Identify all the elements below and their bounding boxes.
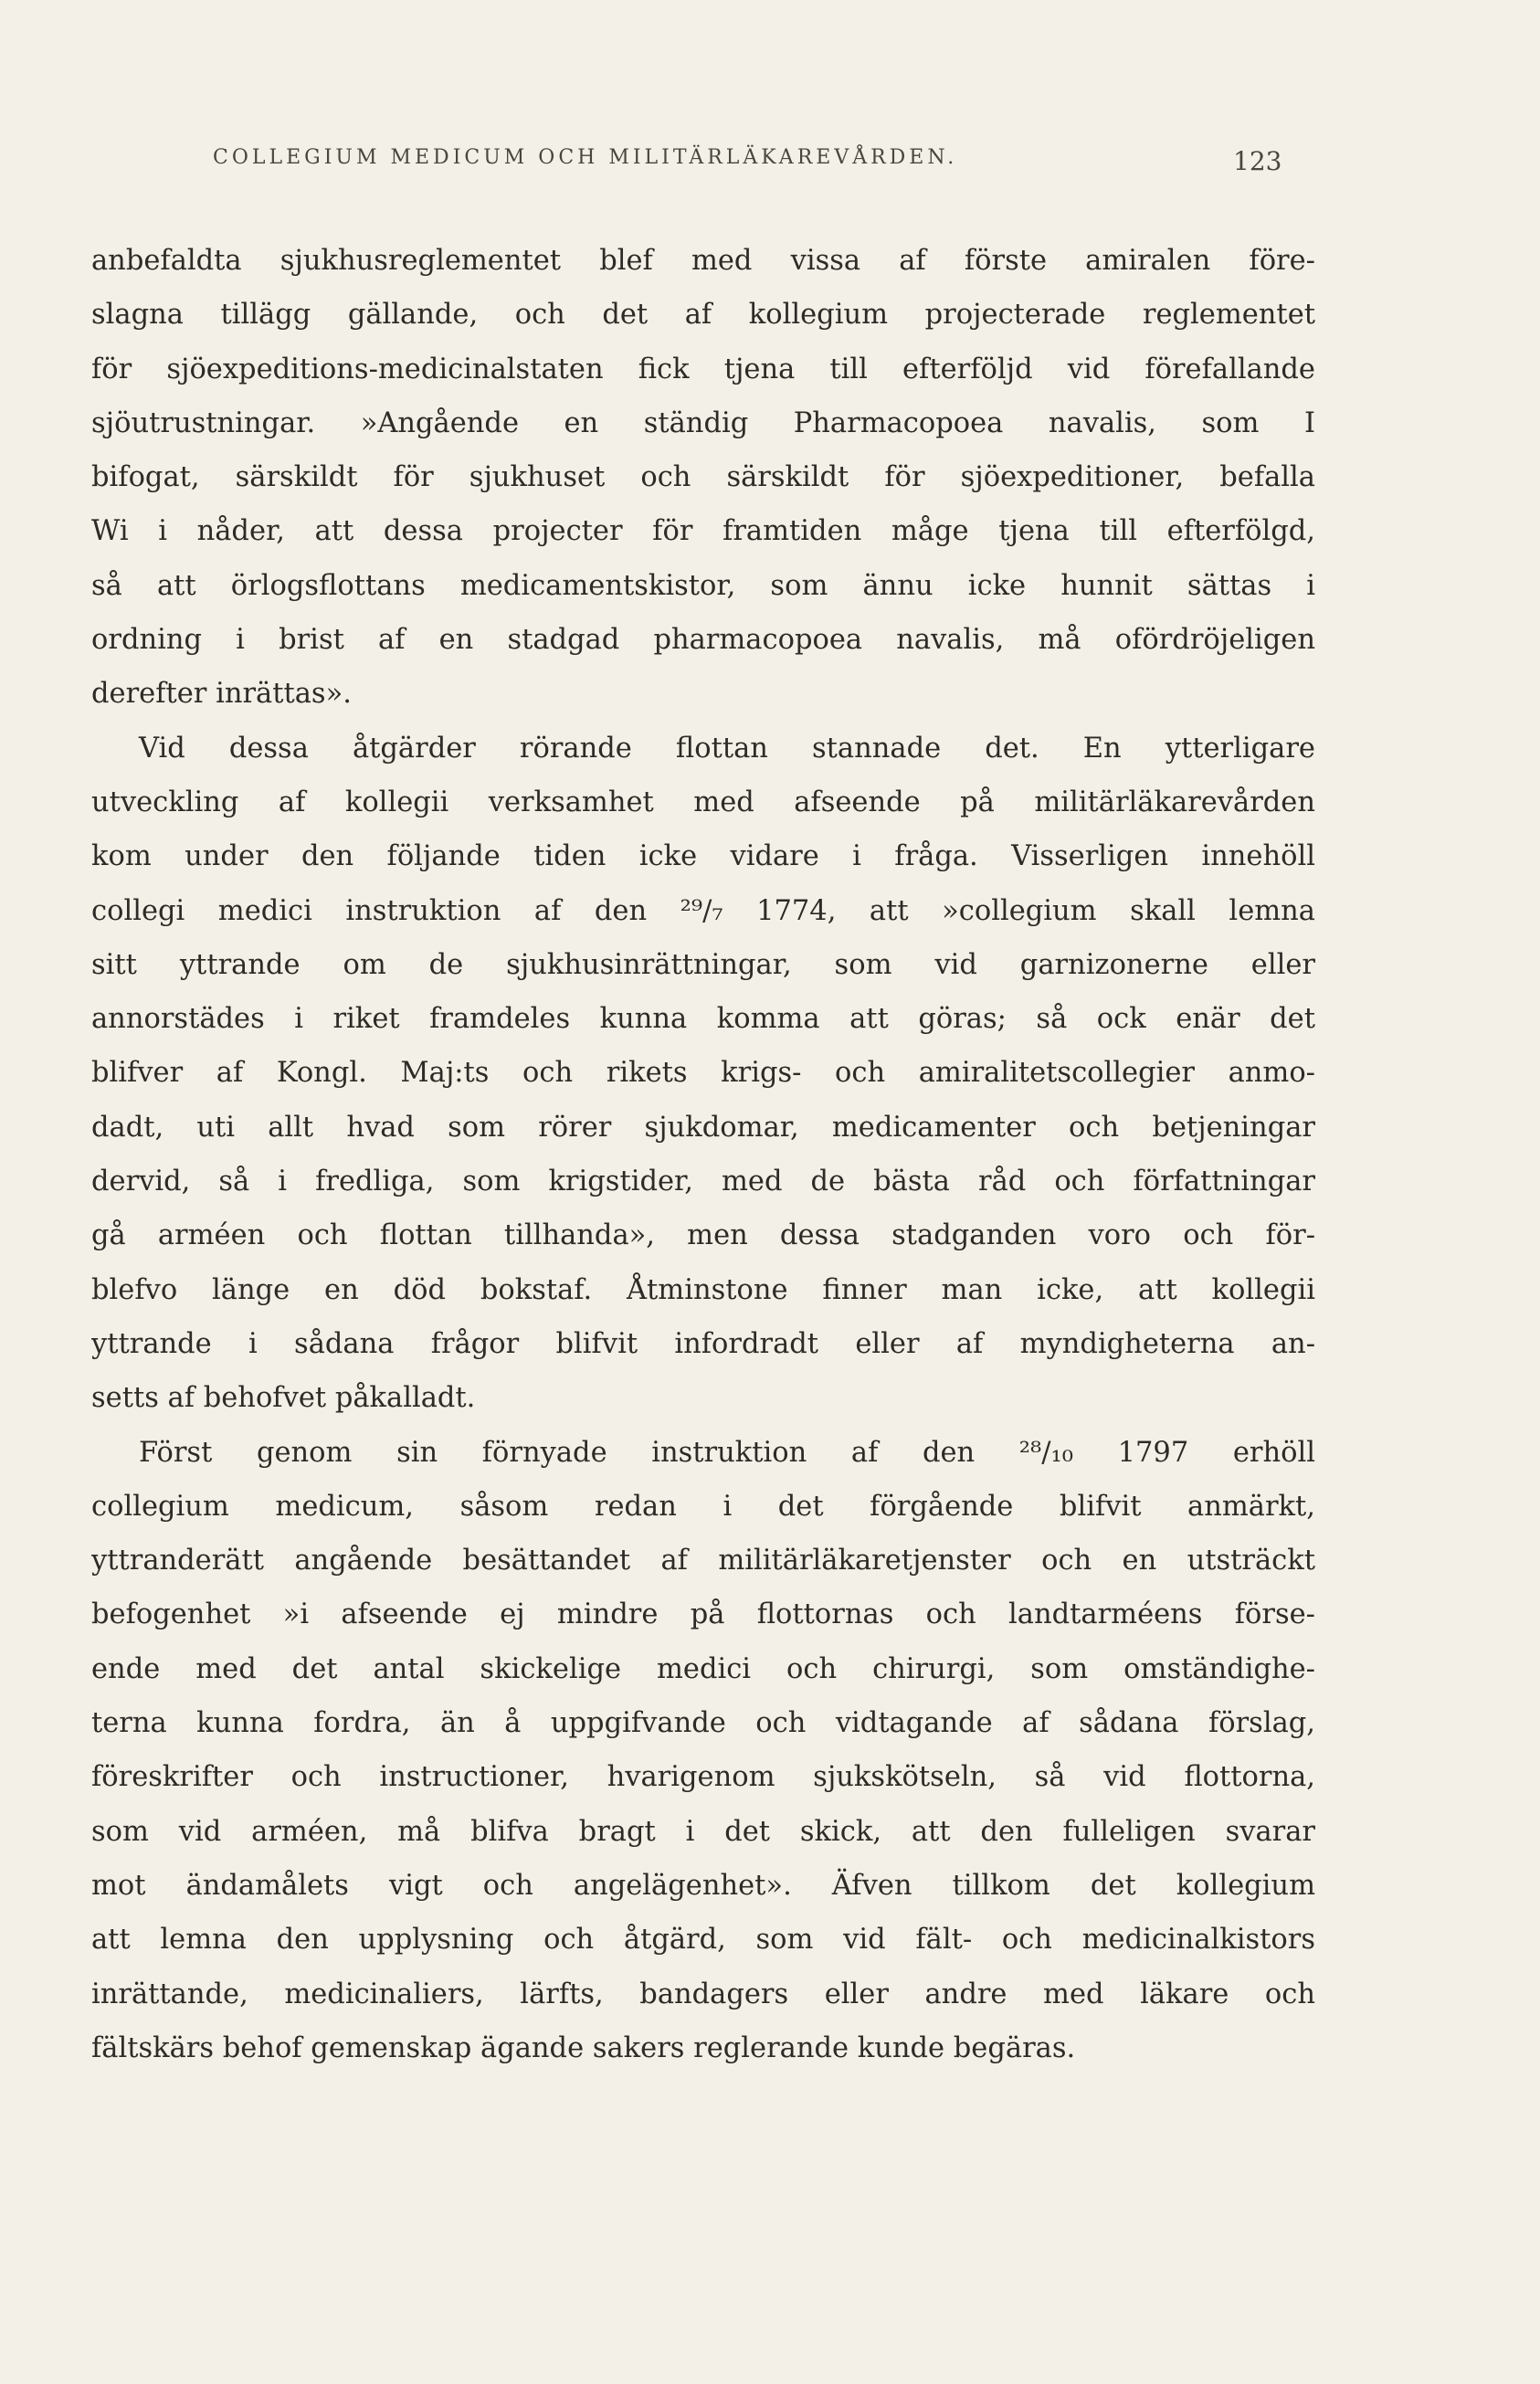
running-title: COLLEGIUM MEDICUM OCH MILITÄRLÄKAREVÅRDEN.: [213, 146, 958, 169]
text-line: sjöutrustningar. »Angående en ständig Pharmacopoea navalis, som I: [91, 406, 1315, 439]
text-line: annorstädes i riket framdeles kunna komma att göras; så ock enär det: [91, 1003, 1315, 1036]
paragraph-1: [91, 234, 1315, 722]
text-line: som vid arméen, må blifva bragt i det skick, att den fulleligen svarar: [91, 1815, 1315, 1848]
text-line: yttrande i sådana frågor blifvit infordradt eller af myndigheterna an-: [91, 1327, 1315, 1360]
text-line: collegium medicum, såsom redan i det förgående blifvit anmärkt,: [91, 1490, 1315, 1523]
text-line: för sjöexpeditions-medicinalstaten fick tjena till efterföljd vid förefallande: [91, 353, 1315, 385]
text-line: sitt yttrande om de sjukhusinrättningar, som vid garnizonerne eller: [91, 948, 1315, 981]
text-line: slagna tillägg gällande, och det af kollegium projecterade reglementet: [91, 299, 1315, 332]
text-line: Först genom sin förnyade instruktion af den ²⁸/₁₀ 1797 erhöll: [139, 1436, 1315, 1469]
text-line: kom under den följande tiden icke vidare i fråga. Visserligen innehöll: [91, 840, 1315, 873]
text-line: ende med det antal skickelige medici och chirurgi, som omständighe-: [91, 1652, 1315, 1685]
text-line: Vid dessa åtgärder rörande flottan stannade det. En ytterligare: [139, 732, 1315, 765]
body-text: [91, 234, 1315, 2075]
text-line: så att örlogsflottans medicamentskistor, som ännu icke hunnit sättas i: [91, 569, 1315, 602]
text-line: setts af behofvet påkalladt.: [91, 1382, 476, 1415]
paragraph-2: [91, 722, 1315, 1426]
paragraph-3: [91, 1426, 1315, 2076]
text-line: blifver af Kongl. Maj:ts och rikets krigs- och amiralitetscollegier anmo-: [91, 1057, 1315, 1090]
text-line: mot ändamålets vigt och angelägenhet». Äfven tillkom det kollegium: [91, 1869, 1315, 1902]
text-line: att lemna den upplysning och åtgärd, som vid fält- och medicinalkistors: [91, 1924, 1315, 1957]
text-line: föreskrifter och instructioner, hvarigenom sjukskötseln, så vid flottorna,: [91, 1761, 1315, 1794]
text-line: Wi i nåder, att dessa projecter för framtiden måge tjena till efterfölgd,: [91, 515, 1315, 548]
text-line: yttranderätt angående besättandet af militärläkaretjenster och en utsträckt: [91, 1545, 1315, 1577]
page-number: 123: [1233, 146, 1282, 176]
text-line: dadt, uti allt hvad som rörer sjukdomar, medicamenter och betjeningar: [91, 1111, 1315, 1144]
text-line: inrättande, medicinaliers, lärfts, bandagers eller andre med läkare och: [91, 1978, 1315, 2010]
running-head: [0, 146, 1540, 183]
text-line: gå arméen och flottan tillhanda», men dessa stadganden voro och för-: [91, 1219, 1315, 1252]
text-line: dervid, så i fredliga, som krigstider, med de bästa råd och författningar: [91, 1166, 1315, 1198]
text-line: ordning i brist af en stadgad pharmacopoea navalis, må ofördröjeligen: [91, 624, 1315, 657]
text-line: anbefaldta sjukhusreglementet blef med vissa af förste amiralen före-: [91, 245, 1315, 277]
text-line: derefter inrättas».: [91, 678, 352, 711]
text-line: terna kunna fordra, än å uppgifvande och vidtagande af sådana förslag,: [91, 1707, 1315, 1740]
text-line: utveckling af kollegii verksamhet med afseende på militärläkarevården: [91, 786, 1315, 818]
text-line: befogenhet »i afseende ej mindre på flottornas och landtarméens förse-: [91, 1598, 1315, 1631]
text-line: collegi medici instruktion af den ²⁹/₇ 1774, att »collegium skall lemna: [91, 894, 1315, 927]
text-line: blefvo länge en död bokstaf. Åtminstone finner man icke, att kollegii: [91, 1273, 1315, 1306]
text-line: bifogat, särskildt för sjukhuset och särskildt för sjöexpeditioner, befalla: [91, 461, 1315, 494]
text-line: fältskärs behof gemenskap ägande sakers reglerande kunde begäras.: [91, 2031, 1076, 2064]
